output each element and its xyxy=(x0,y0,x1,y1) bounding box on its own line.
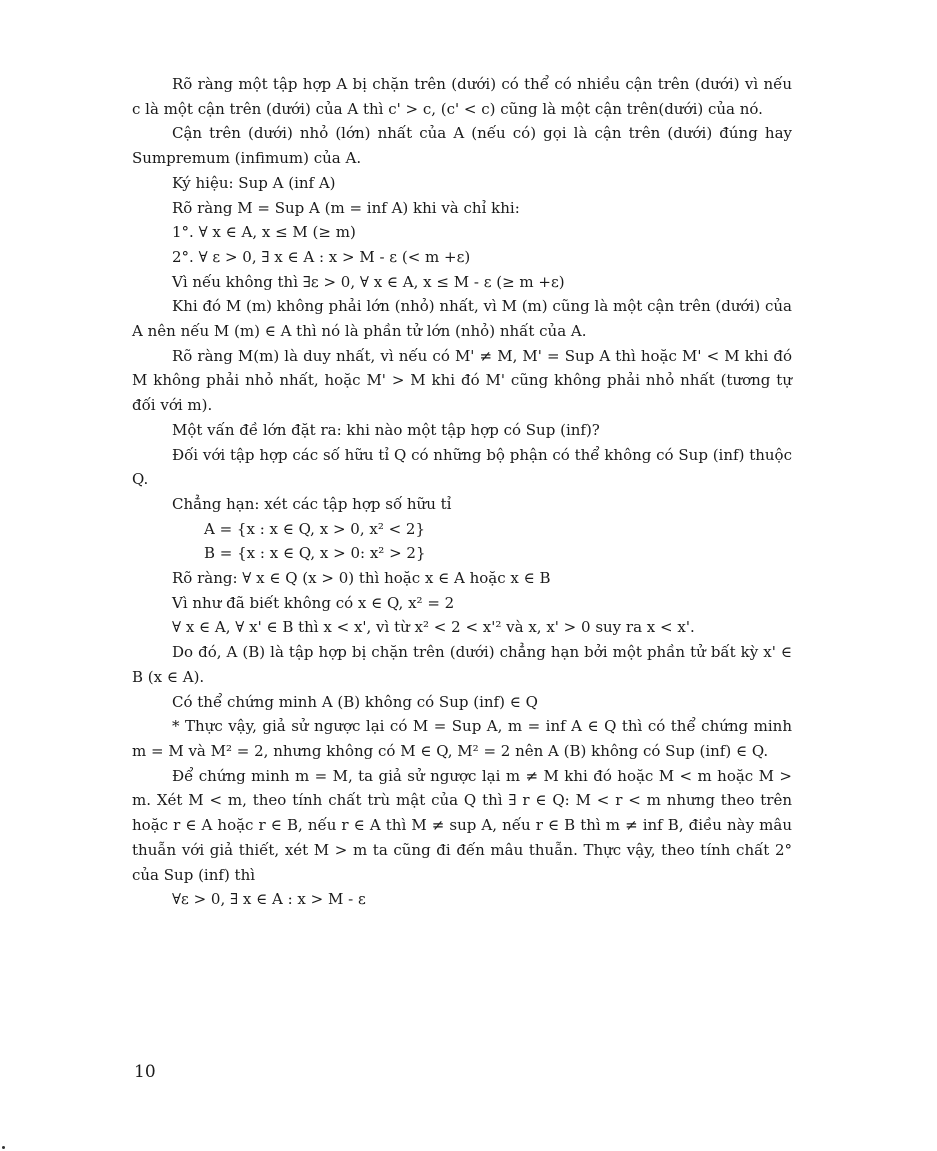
scan-speck xyxy=(2,1146,5,1149)
formula-line: Vì nếu không thì ∃ε > 0, ∀ x ∈ A, x ≤ M - ε (≥ m +ε) xyxy=(172,272,565,291)
paragraph: * Thực vậy, giả sử ngược lại có M = Sup A, m = inf A ∈ Q thì có thể chứng minh m = M và M² = 2, nhưng không có M ∈ Q, M² = 2 nên A (B) không có Sup (inf) ∈ Q. xyxy=(132,717,792,760)
paragraph: Rõ ràng M(m) là duy nhất, vì nếu có M' ≠ M, M' = Sup A thì hoặc M' < M khi đó M không phải nhỏ nhất, hoặc M' > M khi đó M' cũng không phải nhỏ nhất (tương tự đối với m). xyxy=(132,346,792,415)
paragraph: Để chứng minh m = M, ta giả sử ngược lại m ≠ M khi đó hoặc M < m hoặc M > m. Xét M < m, theo tính chất trù mật của Q thì ∃ r ∈ Q: M < r < m nhưng theo trên hoặc r ∈ A hoặc r ∈ B, nếu r ∈ A thì M ≠ sup A, nếu r ∈ B thì m ≠ inf B, điều này mâu thuẫn với giả thiết, xét M > m ta cũng đi đến mâu thuẫn. Thực vậy, theo tính chất 2° của Sup (inf) thì xyxy=(132,766,792,884)
paragraph: Một vấn đề lớn đặt ra: khi nào một tập hợp có Sup (inf)? xyxy=(172,420,600,439)
set-definition: B = {x : x ∈ Q, x > 0: x² > 2} xyxy=(204,544,426,563)
formula-line: 1°. ∀ x ∈ A, x ≤ M (≥ m) xyxy=(172,223,356,242)
paragraph: Rõ ràng M = Sup A (m = inf A) khi và chỉ khi: xyxy=(172,198,520,217)
formula-line: ∀ε > 0, ∃ x ∈ A : x > M - ε xyxy=(172,890,366,909)
formula-line: 2°. ∀ ε > 0, ∃ x ∈ A : x > M - ε (< m +ε) xyxy=(172,247,471,266)
paragraph: Chẳng hạn: xét các tập hợp số hữu tỉ xyxy=(172,494,452,513)
paragraph: Có thể chứng minh A (B) không có Sup (inf) ∈ Q xyxy=(172,692,538,711)
paragraph: Cận trên (dưới) nhỏ (lớn) nhất của A (nếu có) gọi là cận trên (dưới) đúng hay Sumpremum (infimum) của A. xyxy=(132,124,792,168)
set-definition: A = {x : x ∈ Q, x > 0, x² < 2} xyxy=(204,519,426,538)
paragraph: Rõ ràng một tập hợp A bị chặn trên (dưới) có thể có nhiều cận trên (dưới) vì nếu c là một cận trên (dưới) của A thì c' > c, (c' < c) cũng là một cận trên(dưới) của nó. xyxy=(132,75,792,118)
formula-line: ∀ x ∈ A, ∀ x' ∈ B thì x < x', vì từ x² < 2 < x'² và x, x' > 0 suy ra x < x'. xyxy=(172,618,695,637)
formula-line: Rõ ràng: ∀ x ∈ Q (x > 0) thì hoặc x ∈ A hoặc x ∈ B xyxy=(172,569,551,588)
page-body xyxy=(132,72,792,912)
page-number: 10 xyxy=(134,1062,156,1082)
paragraph: Do đó, A (B) là tập hợp bị chặn trên (dưới) chẳng hạn bởi một phần tử bất kỳ x' ∈ B (x ∈ A). xyxy=(132,643,792,686)
paragraph: Ký hiệu: Sup A (inf A) xyxy=(172,173,336,192)
paragraph: Đối với tập hợp các số hữu tỉ Q có những bộ phận có thể không có Sup (inf) thuộc Q. xyxy=(132,445,792,489)
formula-line: Vì như đã biết không có x ∈ Q, x² = 2 xyxy=(172,593,455,612)
paragraph: Khi đó M (m) không phải lớn (nhỏ) nhất, vì M (m) cũng là một cận trên (dưới) của A nên nếu M (m) ∈ A thì nó là phần tử lớn (nhỏ) nhất của A. xyxy=(132,297,792,341)
